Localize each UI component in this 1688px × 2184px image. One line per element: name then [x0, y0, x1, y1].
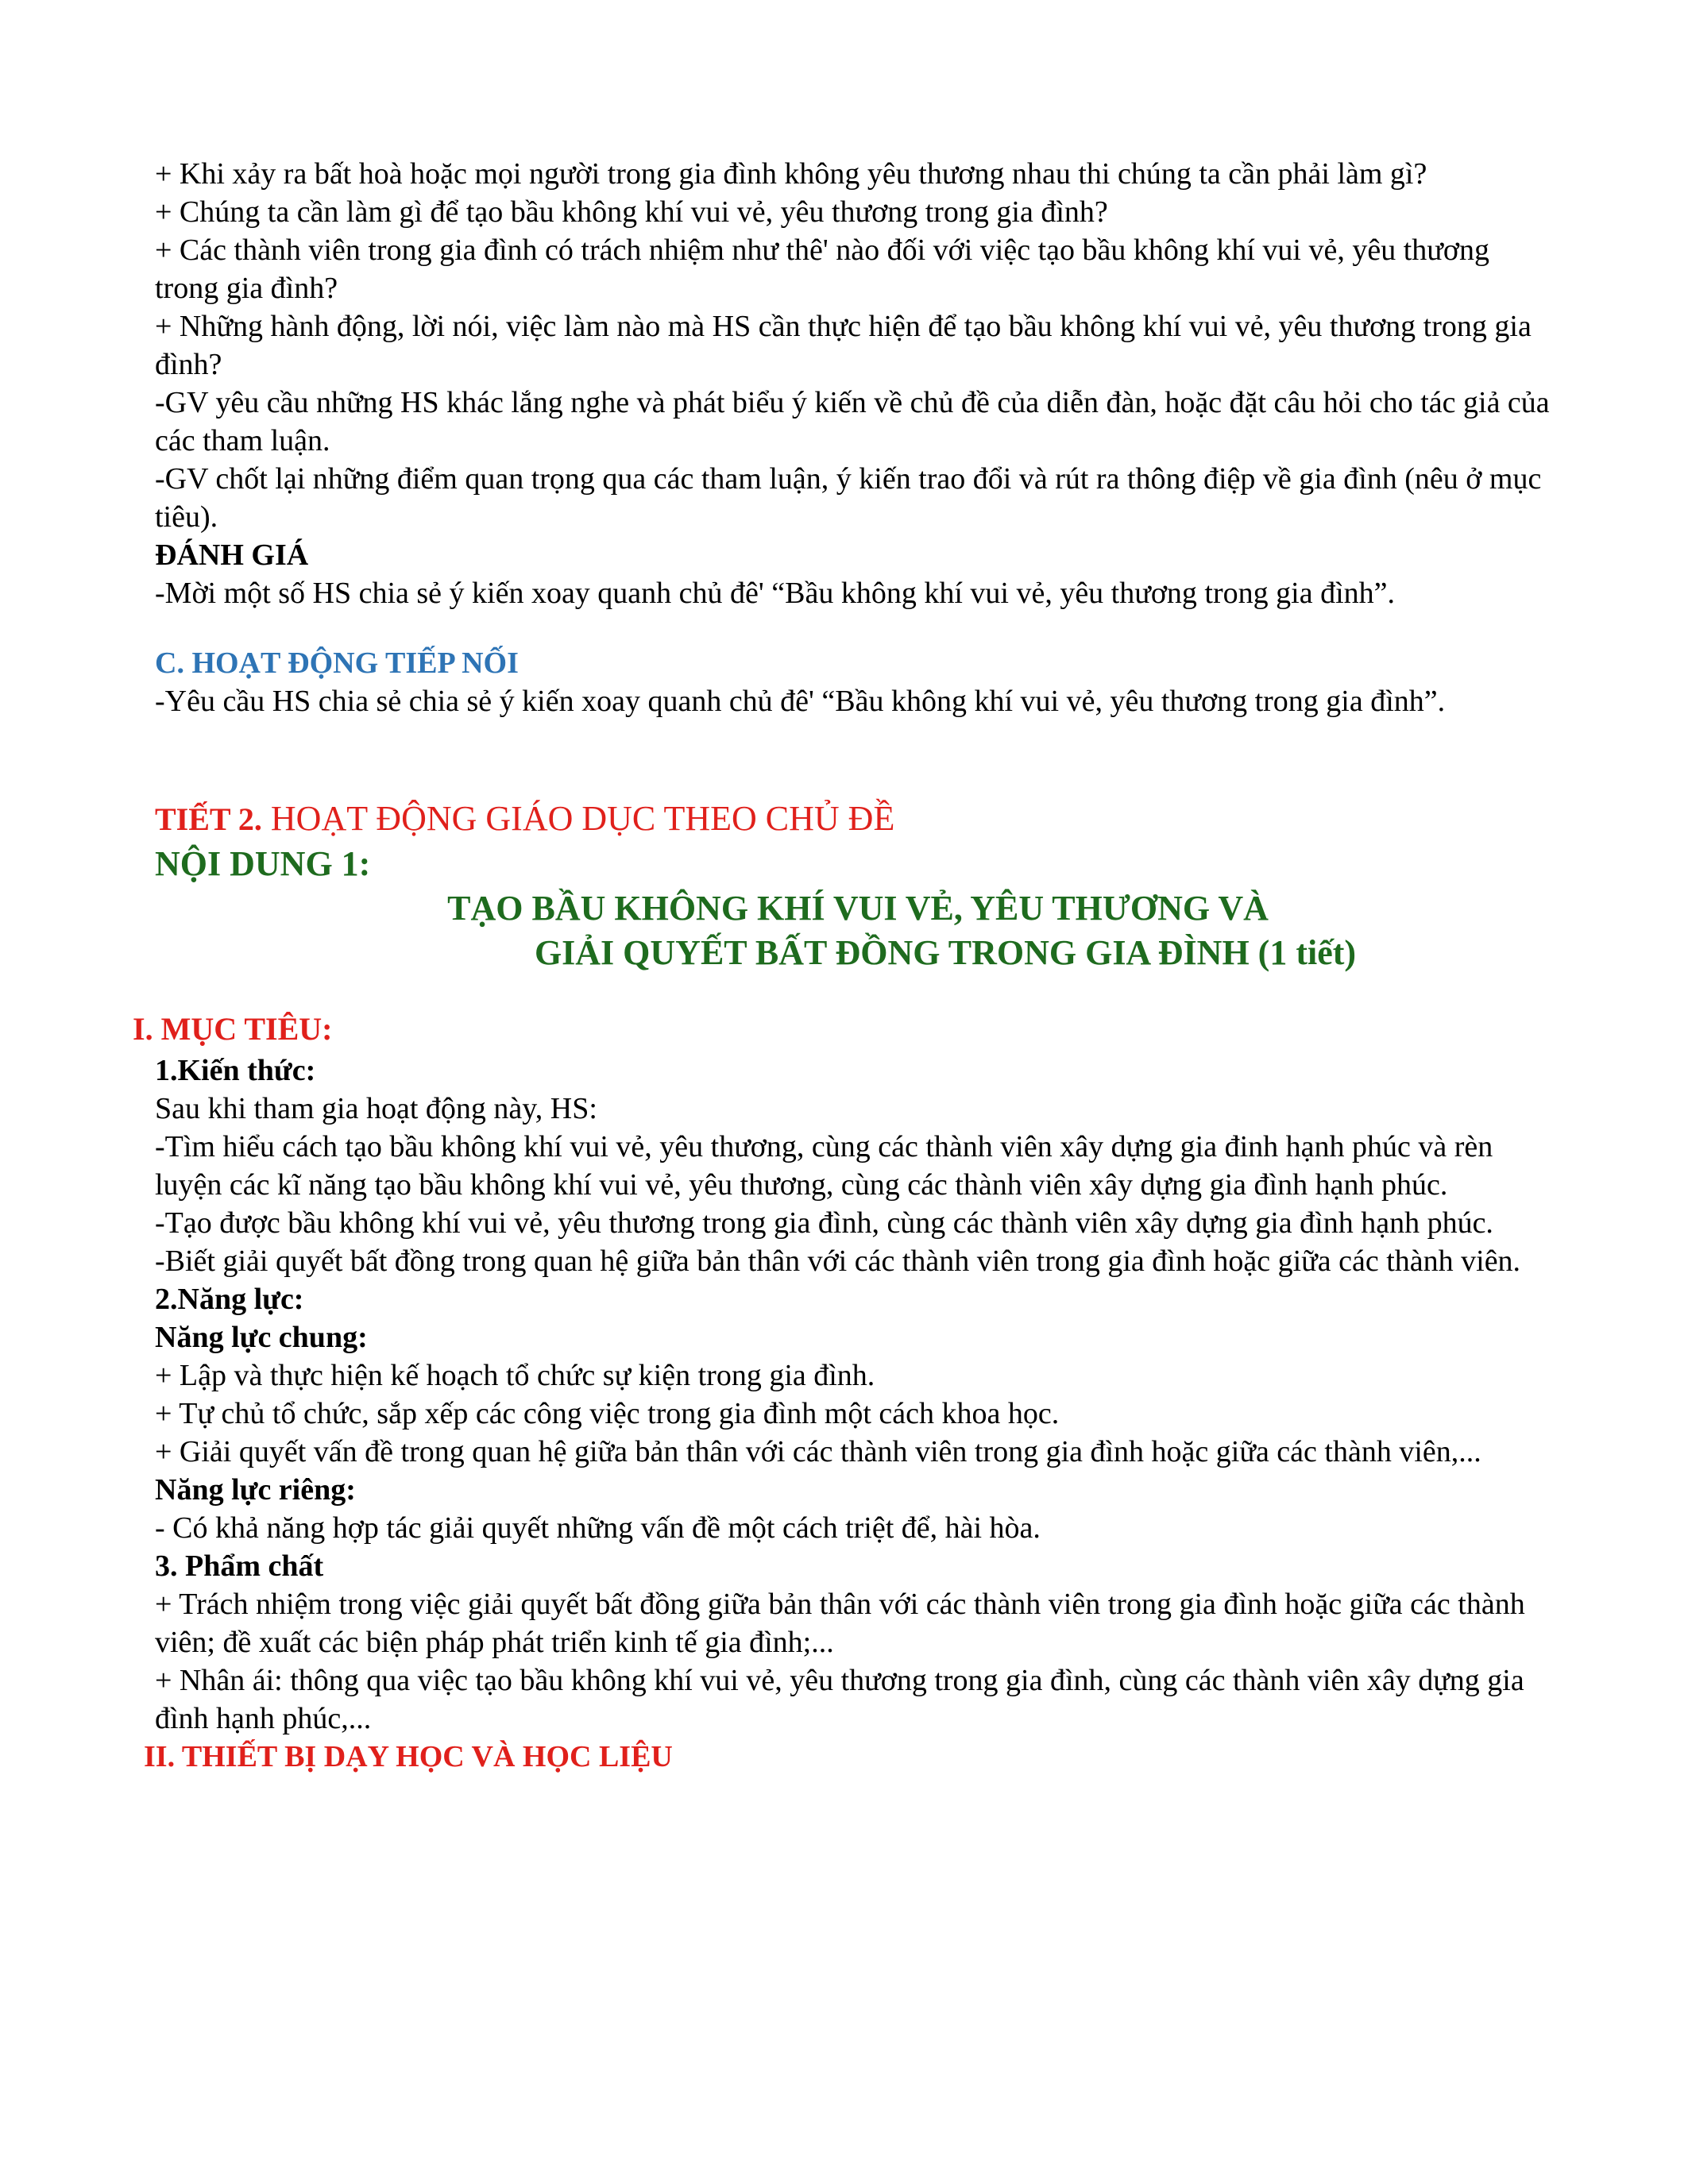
- general-competence-2: + Tự chủ tổ chức, sắp xếp các công việc trong gia đình một cách khoa học.: [155, 1397, 1060, 1430]
- evaluation-text: -Mời một số HS chia sẻ ý kiến xoay quanh chủ đê' “Bầu không khí vui vẻ, yêu thương trong gia đình”.: [155, 577, 1395, 610]
- knowledge-item-3: -Biết giải quyết bất đồng trong quan hệ giữa bản thân với các thành viên trong gia đình hoặc giữa các thành viên.: [155, 1244, 1521, 1278]
- spacer: [155, 720, 1553, 797]
- quality-item-2: + Nhân ái: thông qua việc tạo bầu không khí vui vẻ, yêu thương trong gia đình, cùng các thành viên xây dựng gia đình hạnh phúc,...: [155, 1664, 1524, 1735]
- general-competence-1: + Lập và thực hiện kế hoạch tổ chức sự kiện trong gia đình.: [155, 1359, 875, 1392]
- knowledge-item-2: -Tạo được bầu không khí vui vẻ, yêu thương trong gia đình, cùng các thành viên xây dựng gia đình hạnh phúc.: [155, 1206, 1493, 1240]
- question-2: + Chúng ta cần làm gì để tạo bầu không khí vui vẻ, yêu thương trong gia đình?: [155, 195, 1108, 229]
- question-4: + Những hành động, lời nói, việc làm nào mà HS cần thực hiện để tạo bầu không khí vui vẻ, yêu thương trong gia đình?: [155, 310, 1532, 381]
- teacher-instruction-1: -GV yêu cầu những HS khác lắng nghe và phát biểu ý kiến về chủ đề của diễn đàn, hoặc đặt câu hỏi cho tác giả của các tham luận.: [155, 386, 1550, 457]
- question-3: + Các thành viên trong gia đình có trách nhiệm như thê' nào đối với việc tạo bầu không khí vui vẻ, yêu thương trong gia đình?: [155, 233, 1489, 305]
- section-c-heading: C. HOẠT ĐỘNG TIẾP NỐI: [155, 646, 519, 680]
- specific-competence-heading: Năng lực riêng:: [155, 1473, 356, 1507]
- teacher-instruction-2: -GV chốt lại những điểm quan trọng qua các tham luận, ý kiến trao đổi và rút ra thông điệp về gia đình (nêu ở mục tiêu).: [155, 462, 1542, 534]
- lesson-title: HOẠT ĐỘNG GIÁO DỤC THEO CHỦ ĐỀ: [270, 799, 895, 838]
- content-1-title: [155, 886, 1553, 975]
- specific-competence-1: - Có khả năng hợp tác giải quyết những vấn đề một cách triệt để, hài hòa.: [155, 1511, 1041, 1545]
- equipment-heading: II. THIẾT BỊ DẠY HỌC VÀ HỌC LIỆU: [144, 1740, 673, 1773]
- content-title-line-1: TẠO BẦU KHÔNG KHÍ VUI VẺ, YÊU THƯƠNG VÀ: [447, 889, 1269, 928]
- knowledge-intro: Sau khi tham gia hoạt động này, HS:: [155, 1092, 597, 1125]
- competence-heading: 2.Năng lực:: [155, 1283, 304, 1316]
- spacer: [155, 975, 1553, 1007]
- general-competence-3: + Giải quyết vấn đề trong quan hệ giữa bản thân với các thành viên trong gia đình hoặc giữa các thành viên,...: [155, 1435, 1481, 1468]
- knowledge-item-1: -Tìm hiểu cách tạo bầu không khí vui vẻ, yêu thương, cùng các thành viên xây dựng gia đinh hạnh phúc và rèn luyện các kĩ năng tạo bầu không khí vui vẻ, yêu thương, cùng các thành viên xây dựng gia đình hạnh phúc.: [155, 1130, 1493, 1202]
- document-page: [133, 155, 1553, 1776]
- question-1: + Khi xảy ra bất hoà hoặc mọi người trong gia đình không yêu thương nhau thi chúng ta cần phải làm gì?: [155, 157, 1427, 191]
- content-1-label: NỘI DUNG 1:: [155, 844, 371, 883]
- evaluation-heading: ĐÁNH GIÁ: [155, 538, 309, 572]
- section-c-text: -Yêu cầu HS chia sẻ chia sẻ ý kiến xoay quanh chủ đê' “Bầu không khí vui vẻ, yêu thương trong gia đình”.: [155, 685, 1446, 718]
- general-competence-heading: Năng lực chung:: [155, 1321, 368, 1354]
- content-title-line-2: GIẢI QUYẾT BẤT ĐỒNG TRONG GIA ĐÌNH (1 tiết): [534, 933, 1357, 972]
- knowledge-heading: 1.Kiến thức:: [155, 1054, 316, 1087]
- objectives-heading: I. MỤC TIÊU:: [133, 1011, 333, 1047]
- lesson-number: TIẾT 2.: [155, 801, 262, 837]
- quality-item-1: + Trách nhiệm trong việc giải quyết bất đồng giữa bản thân với các thành viên trong gia đình hoặc giữa các thành viên; đề xuất các biện pháp phát triển kinh tế gia đình;...: [155, 1588, 1525, 1659]
- qualities-heading: 3. Phẩm chất: [155, 1549, 324, 1583]
- lesson-2-heading: [155, 797, 1553, 842]
- spacer: [155, 612, 1553, 644]
